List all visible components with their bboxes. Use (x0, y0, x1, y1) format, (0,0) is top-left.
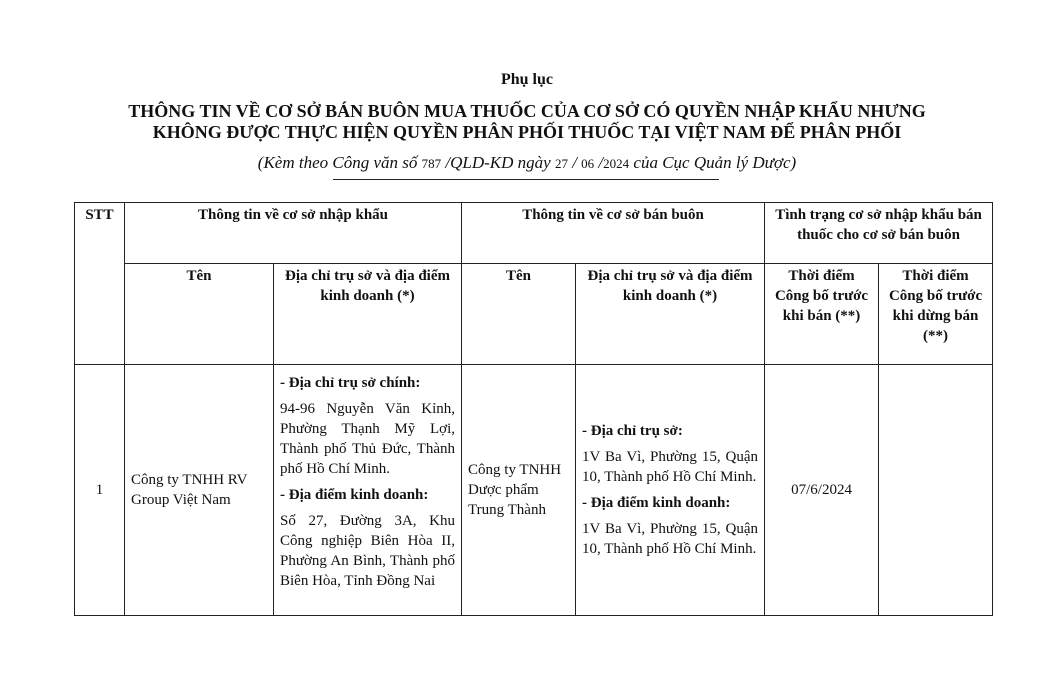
wholesaler-biz-address: 1V Ba Vì, Phường 15, Quận 10, Thành phố Hồ Chí Minh. (582, 521, 759, 557)
header-start-time: Thời điểm Công bố trước khi bán (**) (765, 264, 879, 365)
importer-hq-address: 94-96 Nguyễn Văn Kỉnh, Phường Thạnh Mỹ Lợi, Thành phố Thủ Đức, Thành phố Hồ Chí Minh. (280, 401, 456, 477)
header-wholesaler-name: Tên (462, 264, 576, 365)
header-row-2 (75, 264, 993, 365)
ref-number: 787 (421, 156, 442, 171)
row-stt: 1 (75, 365, 125, 616)
header-status: Tình trạng cơ sở nhập khẩu bán thuốc cho cơ sở bán buôn (765, 203, 993, 264)
ref-mid: /QLD-KD ngày (445, 153, 551, 172)
wholesaler-name: Công ty TNHH Dược phẩm Trung Thành (462, 365, 576, 616)
importer-name: Công ty TNHH RV Group Việt Nam (125, 365, 274, 616)
appendix-heading: Phụ lục (500, 71, 553, 88)
document-title-line-1: THÔNG TIN VỀ CƠ SỞ BÁN BUÔN MUA THUỐC CỦA CƠ SỞ CÓ QUYỀN NHẬP KHẨU NHƯNG (128, 101, 926, 121)
start-date: 07/6/2024 (765, 365, 879, 616)
header-wholesaler: Thông tin về cơ sở bán buôn (462, 203, 765, 264)
table-row (75, 365, 993, 616)
header-wholesaler-address: Địa chỉ trụ sở và địa điểm kinh doanh (*) (576, 264, 765, 365)
importer-biz-address: Số 27, Đường 3A, Khu Công nghiệp Biên Hòa II, Phường An Bình, Thành phố Biên Hòa, Tỉnh Đồng Nai (280, 513, 456, 589)
header-stop-time: Thời điểm Công bố trước khi dừng bán (**) (879, 264, 993, 365)
document-reference: (Kèm theo Công văn số 787 /QLD-KD ngày 27 / 06 /2024 của Cục Quản lý Dược) (257, 153, 797, 172)
reference-underline (333, 179, 719, 180)
importer-biz-label: - Địa điểm kinh doanh: (280, 487, 429, 503)
header-row-1 (75, 203, 993, 264)
ref-year: 2024 (603, 156, 630, 171)
ref-day: 27 (554, 156, 568, 171)
appendix-table (74, 202, 993, 616)
header-importer-address: Địa chỉ trụ sở và địa điểm kinh doanh (*) (274, 264, 462, 365)
ref-suffix: của Cục Quản lý Dược) (633, 153, 797, 172)
wholesaler-hq-address: 1V Ba Vì, Phường 15, Quận 10, Thành phố Hồ Chí Minh. (582, 449, 759, 485)
wholesaler-biz-label: - Địa điểm kinh doanh: (582, 495, 731, 511)
ref-month: 06 (581, 156, 595, 171)
header-stt: STT (75, 203, 125, 365)
header-importer-name: Tên (125, 264, 274, 365)
wholesaler-address-cell (576, 365, 765, 616)
stop-date (879, 365, 993, 616)
importer-hq-label: - Địa chỉ trụ sở chính: (280, 375, 421, 391)
importer-address-cell (274, 365, 462, 616)
header-importer: Thông tin về cơ sở nhập khẩu (125, 203, 462, 264)
ref-prefix: (Kèm theo Công văn số (257, 153, 418, 172)
document-title-line-2: KHÔNG ĐƯỢC THỰC HIỆN QUYỀN PHÂN PHỐI THUỐC TẠI VIỆT NAM ĐỂ PHÂN PHỐI (152, 122, 902, 142)
wholesaler-hq-label: - Địa chỉ trụ sở: (582, 423, 683, 439)
